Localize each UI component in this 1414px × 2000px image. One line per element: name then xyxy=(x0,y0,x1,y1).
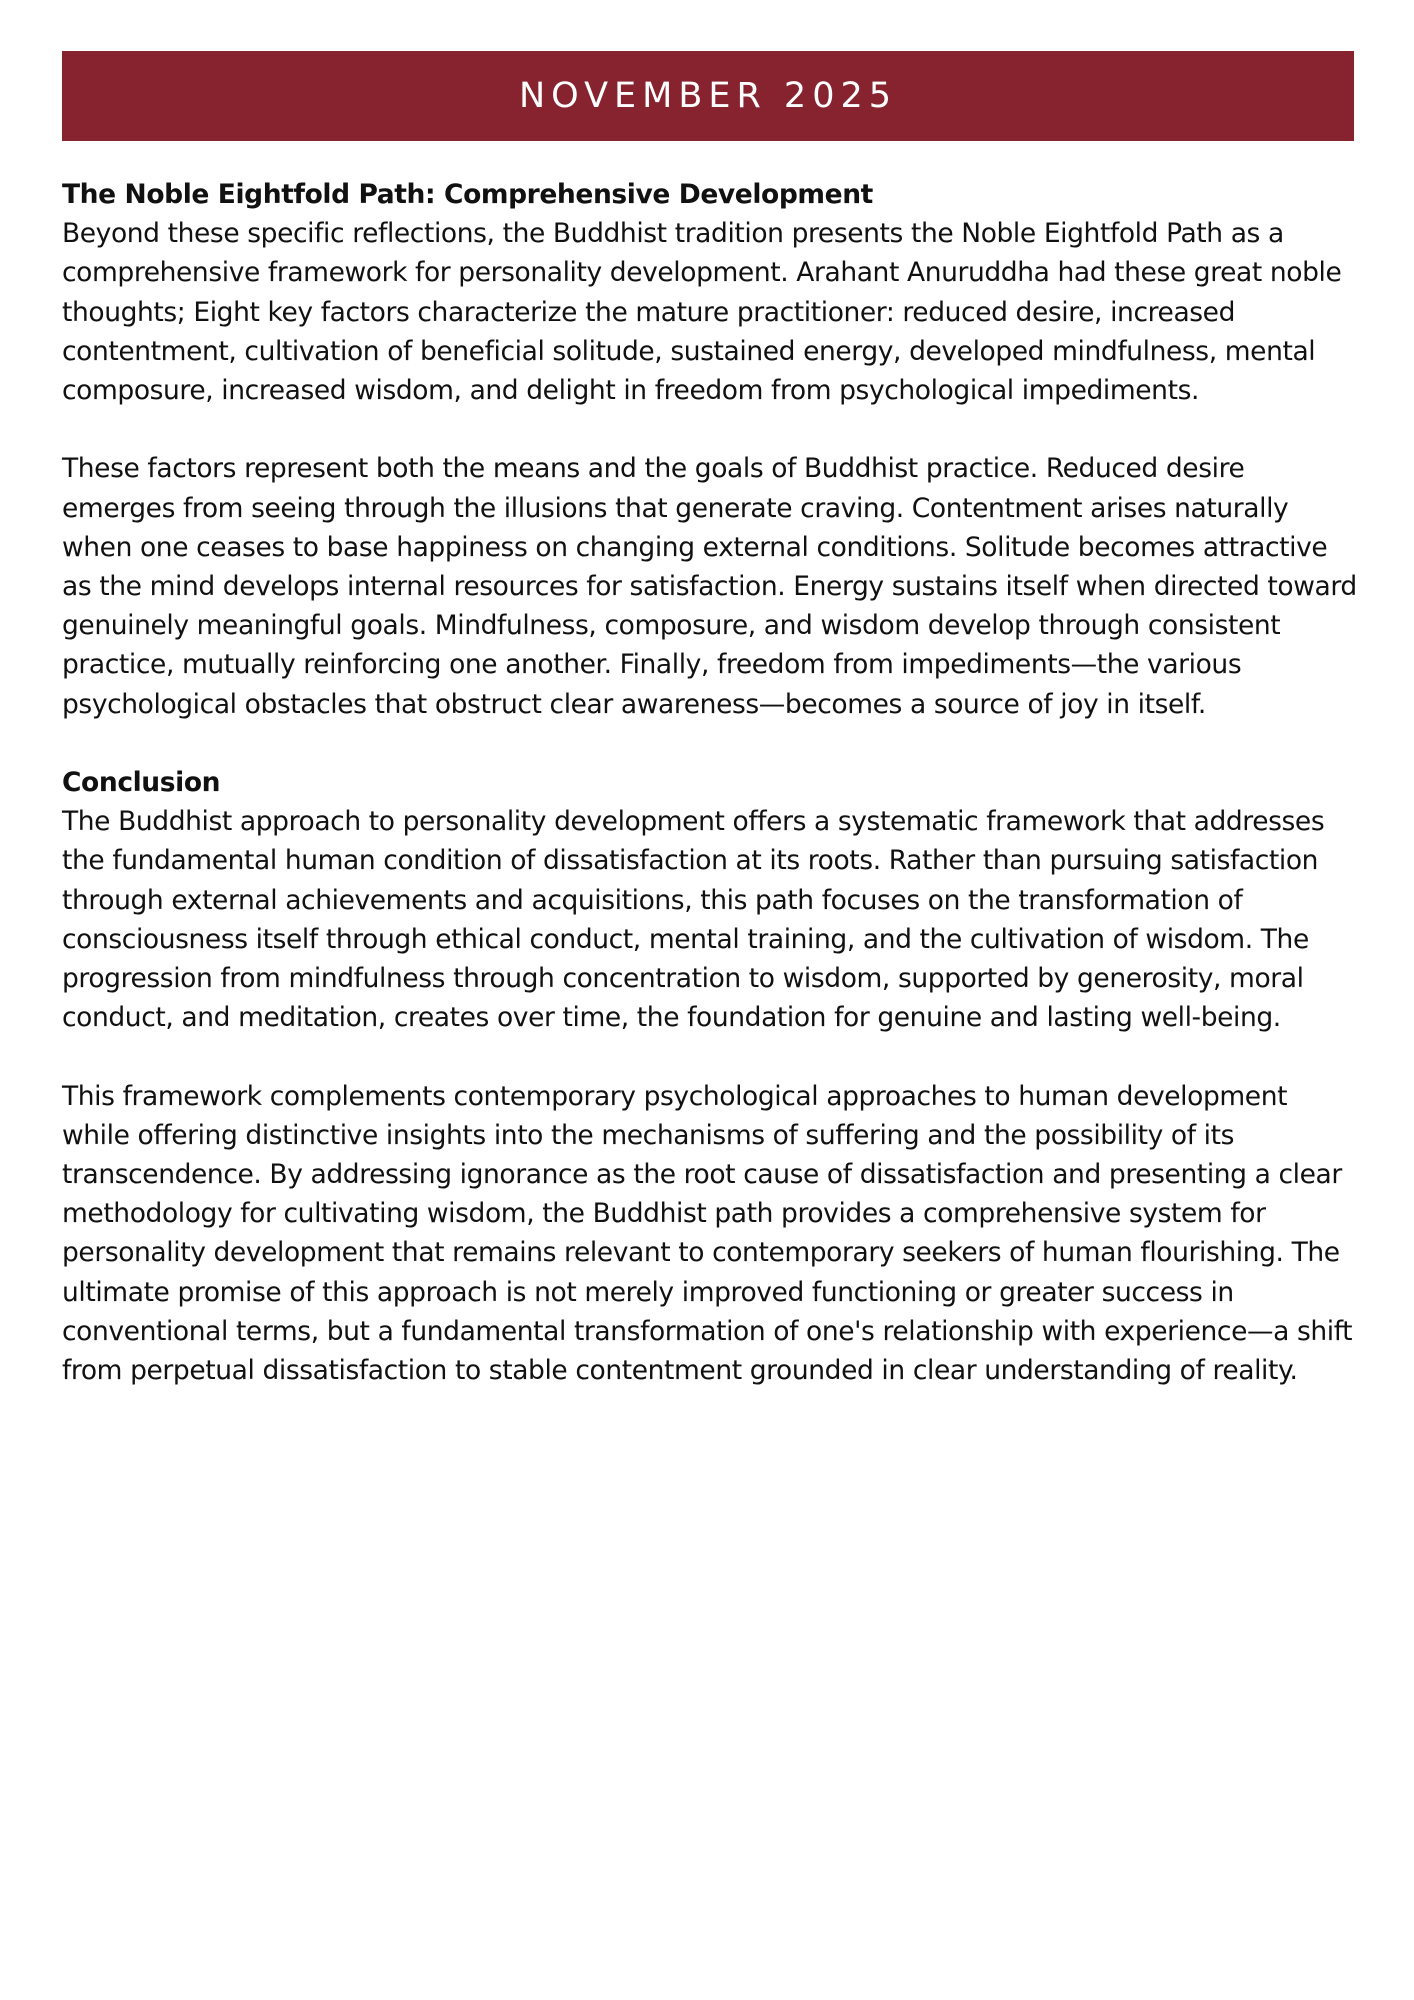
section-heading: Conclusion xyxy=(62,767,221,799)
paragraph: These factors represent both the means and the goals of Buddhist practice. Reduced desire emerges from seeing through the illusions that generate craving. Contentment arises naturally when one ceases to base happiness on changing external conditions. Solitude becomes attractive as the mind develops internal resources for satisfaction. Energy sustains itself when directed toward genuinely meaningful goals. Mindfulness, composure, and wisdom develop through consistent practice, mutually reinforcing one another. Finally, freedom from impediments—the various psychological obstacles that obstruct clear awareness—becomes a source of joy in itself. xyxy=(62,453,1357,720)
section-conclusion xyxy=(62,763,1362,1390)
paragraph: This framework complements contemporary psychological approaches to human development while offering distinctive insights into the mechanisms of suffering and the possibility of its transcendence. By addressing ignorance as the root cause of dissatisfaction and presenting a clear methodology for cultivating wisdom, the Buddhist path provides a comprehensive system for personality development that remains relevant to contemporary seekers of human flourishing. The ultimate promise of this approach is not merely improved functioning or greater success in conventional terms, but a fundamental transformation of one's relationship with experience—a shift from perpetual dissatisfaction to stable contentment grounded in clear understanding of reality. xyxy=(62,1080,1353,1387)
header-banner xyxy=(62,51,1354,141)
page-title: NOVEMBER 2025 xyxy=(518,76,897,116)
paragraph: The Buddhist approach to personality development offers a systematic framework that addresses the fundamental human condition of dissatisfaction at its roots. Rather than pursuing satisfaction through external achievements and acquisitions, this path focuses on the transformation of consciousness itself through ethical conduct, mental training, and the cultivation of wisdom. The progression from mindfulness through concentration to wisdom, supported by generosity, moral conduct, and meditation, creates over time, the foundation for genuine and lasting well-being. xyxy=(62,806,1325,1034)
paragraph: Beyond these specific reflections, the Buddhist tradition presents the Noble Eightfold Path as a comprehensive framework for personality development. Arahant Anuruddha had these great noble thoughts; Eight key factors characterize the mature practitioner: reduced desire, increased contentment, cultivation of beneficial solitude, sustained energy, developed mindfulness, mental composure, increased wisdom, and delight in freedom from psychological impediments. xyxy=(62,218,1342,407)
section-eightfold-path xyxy=(62,175,1362,724)
section-heading: The Noble Eightfold Path: Comprehensive Development xyxy=(62,179,873,210)
article-body xyxy=(62,175,1362,1390)
